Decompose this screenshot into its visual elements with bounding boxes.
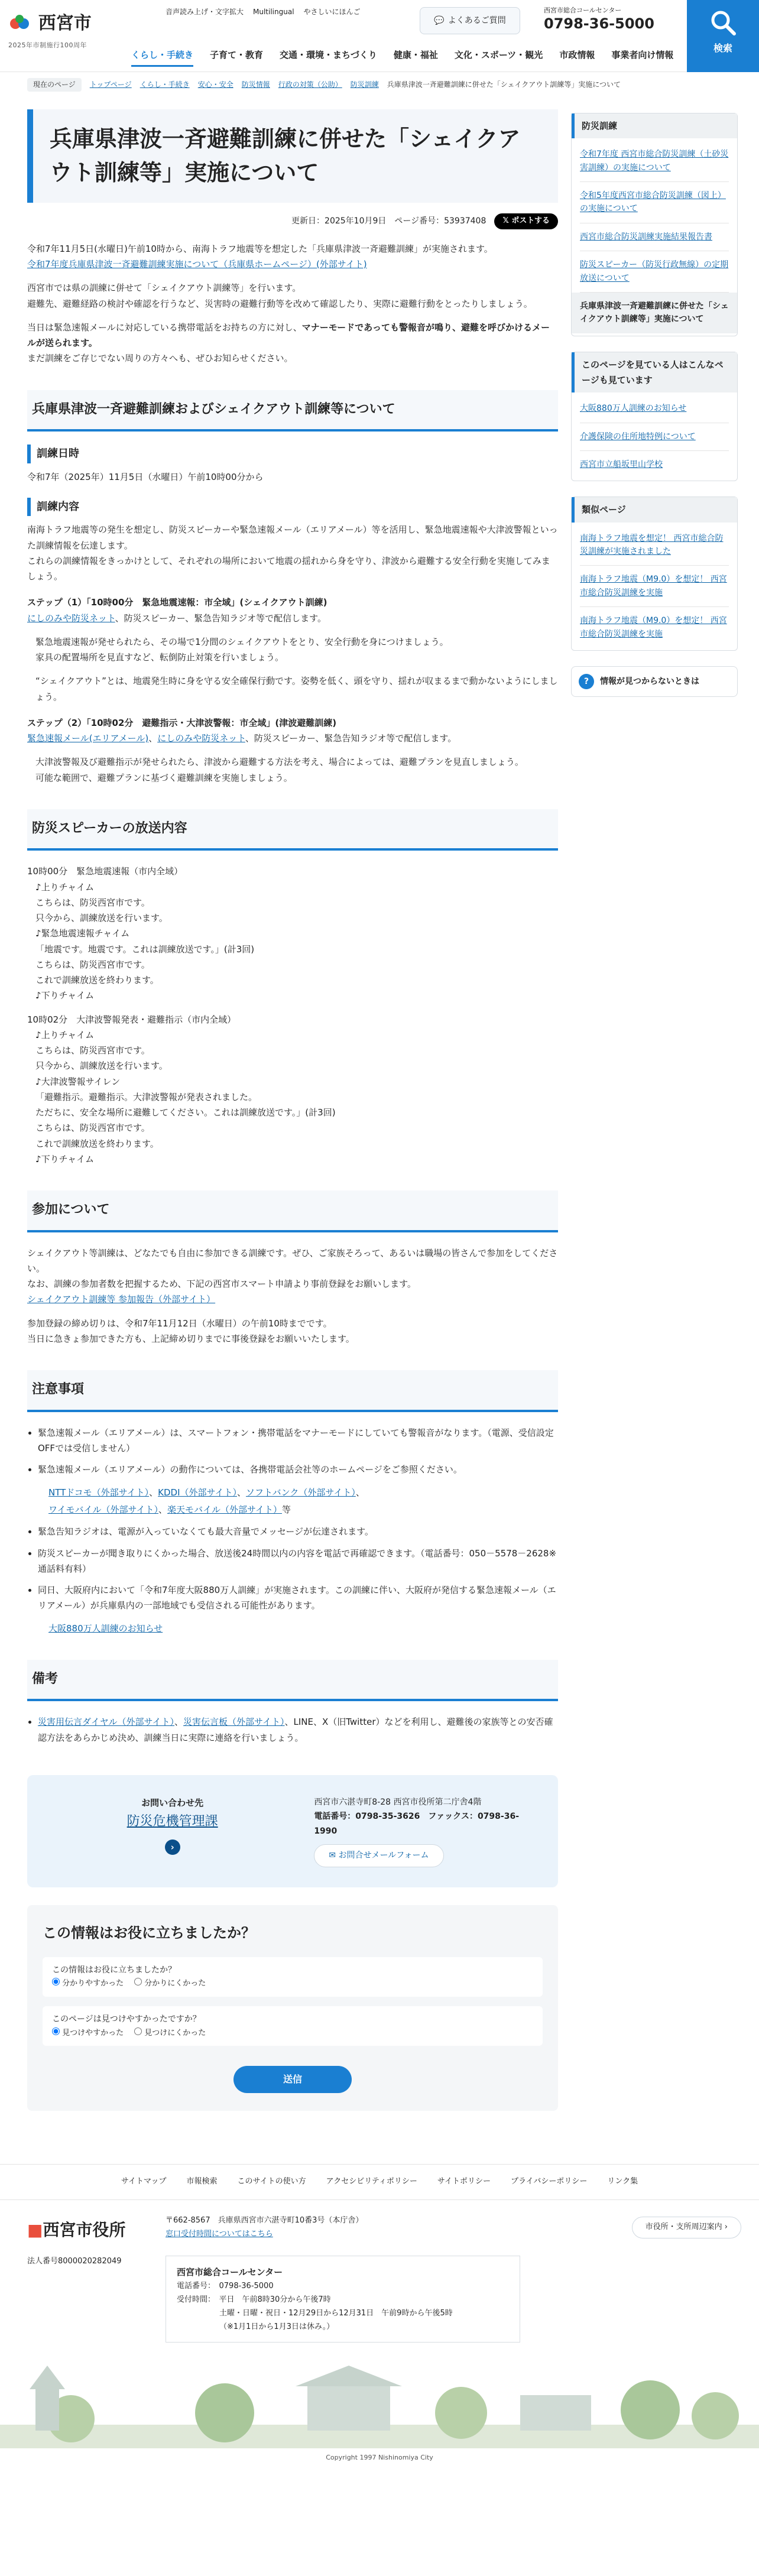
sidebar-heading: 防災訓練 bbox=[572, 113, 737, 138]
x-post-label: ポストする bbox=[511, 216, 550, 225]
broadcast-line: こちらは、防災西宮市です。 bbox=[35, 959, 150, 970]
note-text: 緊急速報メール（エリアメール）の動作については、各携帯電話会社等のホームページをご参照ください。 bbox=[38, 1464, 462, 1475]
carrier-link-kddi[interactable]: KDDI（外部サイト） bbox=[158, 1487, 237, 1498]
step-detail bbox=[27, 754, 558, 786]
radio-option[interactable] bbox=[52, 2027, 124, 2040]
title-box bbox=[27, 109, 558, 203]
footer-logo bbox=[27, 2215, 125, 2269]
footer-call-center bbox=[166, 2256, 520, 2343]
sidebar-link[interactable]: 防災スピーカー（防災行政無線）の定期放送について bbox=[580, 260, 729, 283]
utility-link-easy-japanese[interactable]: やさしいにほんご bbox=[303, 8, 361, 16]
broadcast-line: これで訓練放送を終わります。 bbox=[35, 975, 159, 985]
radio-option[interactable] bbox=[134, 1977, 206, 1991]
participation-text: 当日に急きょ参加できた方も、上記締め切りまでに事後登録をお願いいたします。 bbox=[27, 1333, 355, 1344]
contact-box bbox=[27, 1775, 558, 1887]
nav-item-culture[interactable]: 文化・スポーツ・観光 bbox=[454, 50, 543, 60]
sidebar-link[interactable]: 南海トラフ地震（M9.0）を想定！ 西宮市総合防災訓練を実施 bbox=[580, 575, 727, 598]
carrier-link-softbank[interactable]: ソフトバンク（外部サイト） bbox=[245, 1487, 356, 1498]
sidebar-item[interactable] bbox=[580, 223, 729, 251]
radio[interactable] bbox=[134, 2027, 142, 2035]
question-icon: ? bbox=[579, 674, 594, 689]
sidebar-item[interactable] bbox=[580, 451, 729, 478]
footer-link[interactable]: アクセシビリティポリシー bbox=[326, 2177, 417, 2186]
radio-option[interactable] bbox=[52, 1977, 124, 1991]
utility-link-voice[interactable]: 音声読み上げ・文字拡大 bbox=[166, 8, 244, 16]
intro-strong: マナーモードであっても警報音が鳴り、避難を呼びかけるメールが送られます。 bbox=[27, 322, 550, 348]
survey-question bbox=[43, 2006, 543, 2046]
step-heading: ステップ（1）「10時00分 緊急地震速報：市全域」(シェイクアウト訓練) bbox=[27, 597, 327, 608]
step-text: 緊急地震速報が発せられたら、その場で1分間のシェイクアウトをとり、安全行動を身につけましょう。 bbox=[35, 636, 449, 647]
subheading: 訓練内容 bbox=[27, 498, 558, 517]
contact-dept bbox=[54, 1795, 290, 1867]
page-number: ページ番号：53937408 bbox=[394, 216, 486, 226]
intro-paragraph bbox=[27, 320, 558, 366]
footer-link[interactable]: プライバシーポリシー bbox=[510, 2177, 588, 2186]
contact-label: お問い合わせ先 bbox=[141, 1797, 204, 1808]
list-item bbox=[38, 1582, 558, 1636]
participation-report-link[interactable]: シェイクアウト訓練等 参加報告（外部サイト） bbox=[27, 1294, 216, 1305]
submit-button[interactable]: 送信 bbox=[233, 2066, 352, 2093]
dengon-board-link[interactable]: 災害伝言板（外部サイト） bbox=[183, 1717, 285, 1728]
faq-button[interactable] bbox=[420, 7, 520, 34]
broadcast-title: 10時02分 大津波警報発表・避難指示（市内全域） bbox=[27, 1014, 236, 1025]
content-text: これらの訓練情報をきっかけとして、それぞれの場所において地震の揺れから身を守り、津波から避難する安全行動を実施してみましょう。 bbox=[27, 555, 550, 582]
page-title: 兵庫県津波一斉避難訓練に併せた「シェイクアウト訓練等」実施について bbox=[50, 126, 521, 186]
broadcast-line: 「地震です。地震です。これは訓練放送です。」(計3回) bbox=[35, 943, 255, 955]
faq-label: よくあるご質問 bbox=[447, 15, 506, 25]
utility-link-multilingual[interactable]: Multilingual bbox=[253, 8, 294, 16]
step-text: 家具の配置場所を見直すなど、転倒防止対策を行いましょう。 bbox=[35, 652, 284, 663]
sidebar-item[interactable] bbox=[580, 525, 729, 566]
list-item: • 緊急告知ラジオは、電源が入っていなくても最大音量でメッセージが伝達されます。 bbox=[38, 1524, 558, 1539]
broadcast-line: ただちに、安全な場所に避難してください。これは訓練放送です。」(計3回) bbox=[35, 1107, 336, 1118]
logo-mark-icon bbox=[8, 12, 32, 35]
city-sub: 2025年市制施行100周年 bbox=[8, 41, 87, 49]
intro-text: 令和7年11月5日(水曜日)午前10時から、南海トラフ地震等を想定した「兵庫県津波一斉避難訓練」が実施されます。 bbox=[27, 243, 493, 254]
sidebar-link[interactable]: 介護保険の住所地特例について bbox=[580, 432, 696, 442]
arrow-circle-icon: › bbox=[54, 1839, 290, 1855]
help-label: 情報が見つからないときは bbox=[600, 676, 699, 686]
remarks-list bbox=[27, 1714, 558, 1746]
section-heading: 兵庫県津波一斉避難訓練およびシェイクアウト訓練等について bbox=[27, 390, 558, 432]
intro-text: 西宮市では県の訓練に併せて「シェイクアウト訓練等」を行います。 bbox=[27, 283, 301, 294]
survey-question bbox=[43, 1957, 543, 1997]
broadcast-line: こちらは、防災西宮市です。 bbox=[35, 1122, 150, 1134]
branch-guide-button[interactable]: 市役所・支所周辺案内 › bbox=[632, 2217, 741, 2238]
bousai-net-link[interactable]: にしのみや防災ネット bbox=[27, 612, 115, 624]
breadcrumb bbox=[0, 72, 759, 98]
broadcast-line: ♪下りチャイム bbox=[35, 990, 95, 1001]
call-center-number[interactable]: 0798-36-5000 bbox=[544, 15, 654, 33]
broadcast-line: ♪大津波警報サイレン bbox=[35, 1076, 121, 1087]
sidebar-link[interactable]: 南海トラフ地震を想定！ 西宮市総合防災訓練が実施されました bbox=[580, 533, 724, 557]
radio[interactable] bbox=[134, 1978, 142, 1985]
sidebar-related-box bbox=[571, 352, 738, 482]
carrier-link-rakuten[interactable]: 楽天モバイル（外部サイト） bbox=[167, 1504, 282, 1515]
contact-dept-name[interactable]: 防災危機管理課 bbox=[126, 1814, 218, 1829]
participation-paragraph bbox=[27, 1245, 558, 1308]
step-text: 大津波警報及び避難指示が発せられたら、津波から避難する方法を考え、場合によっては、避難プランを見直しましょう。 bbox=[35, 757, 524, 768]
search-button[interactable] bbox=[687, 0, 759, 72]
nav-item-business[interactable]: 事業者向け情報 bbox=[611, 50, 674, 60]
shakeout-note: “シェイクアウト”とは、地震発生時に身を守る安全確保行動です。姿勢を低く、頭を守り、揺れが収まるまで動かないようにしましょう。 bbox=[35, 676, 558, 702]
sidebar-link[interactable]: 西宮市立船坂里山学校 bbox=[580, 460, 663, 470]
corporate-number: 法人番号8000020282049 bbox=[27, 2257, 122, 2266]
site-footer bbox=[0, 2164, 759, 2477]
mail-form-button[interactable] bbox=[314, 1844, 443, 1867]
sidebar-item[interactable] bbox=[580, 607, 729, 648]
broadcast-line: これで訓練放送を終わります。 bbox=[35, 1138, 159, 1149]
bousai-net-link[interactable]: にしのみや防災ネット bbox=[157, 733, 245, 744]
main-content bbox=[27, 100, 558, 2111]
breadcrumb-here-label: 現在のページ bbox=[27, 78, 82, 92]
utility-links bbox=[166, 6, 361, 18]
footer-link[interactable]: このサイトの使い方 bbox=[237, 2177, 306, 2186]
content-text: 南海トラフ地震等の発生を想定し、防災スピーカーや緊急速報メール（エリアメール）等を活用し、緊急地震速報や大津波警報といった訓練情報を伝達します。 bbox=[27, 524, 558, 551]
sidebar-link[interactable]: 令和7年度 西宮市総合防災訓練（土砂災害訓練）の実施について bbox=[580, 150, 729, 173]
step-text: 、防災スピーカー、緊急告知ラジオ等で配信します。 bbox=[115, 612, 326, 624]
contact-fax: ファックス：0798-36-1990 bbox=[314, 1812, 520, 1836]
sidebar-item[interactable] bbox=[580, 566, 729, 607]
step-text: 可能な範囲で、避難プランに基づく避難訓練を実施しましょう。 bbox=[35, 772, 293, 783]
radio-label: 分かりやすかった bbox=[62, 1979, 124, 1988]
call-center-hours: 土曜・日曜・祝日・12月29日から12月31日 午前9時から午後5時 bbox=[219, 2308, 453, 2318]
participation-text: なお、訓練の参加者数を把握するため、下記の西宮市スマート申請より事前登録をお願いします。 bbox=[27, 1279, 416, 1289]
note-text: 同日、大阪府内において「令和7年度大阪880万人訓練」が実施されます。この訓練に伴い、大阪府が発信する緊急速報メール（エリアメール）が兵庫県内の一部地域でも受信される可能性があります。 bbox=[38, 1585, 556, 1611]
footer-link[interactable]: サイトマップ bbox=[121, 2177, 167, 2186]
question-label: このページは見つけやすかったですか？ bbox=[52, 2014, 201, 2024]
radio-label: 分かりにくかった bbox=[144, 1979, 206, 1988]
updated-date: 更新日：2025年10月9日 bbox=[291, 216, 387, 226]
contact-tel: 電話番号：0798-35-3626 bbox=[314, 1812, 420, 1822]
nav-item-transport[interactable]: 交通・環境・まちづくり bbox=[280, 50, 377, 60]
sidebar-link[interactable]: 西宮市総合防災訓練実施結果報告書 bbox=[580, 232, 712, 242]
step-delivery bbox=[27, 611, 558, 626]
call-center bbox=[544, 5, 654, 32]
sidebar-item[interactable] bbox=[580, 182, 729, 223]
copyright: Copyright 1997 Nishinomiya City bbox=[326, 2454, 433, 2461]
participation-paragraph bbox=[27, 1316, 558, 1347]
sidebar-similar-box bbox=[571, 497, 738, 651]
footer-links bbox=[0, 2165, 759, 2200]
sidebar-item[interactable] bbox=[580, 395, 729, 423]
carrier-links: NTTドコモ（外部サイト）、KDDI（外部サイト）、ソフトバンク（外部サイト）、 ワイモバイル（外部サイト）、楽天モバイル（外部サイト）等 bbox=[48, 1487, 365, 1515]
call-center-tel: 電話番号： 0798-36-5000 bbox=[177, 2282, 274, 2291]
mail-icon: ✉ bbox=[329, 1851, 336, 1861]
sidebar-heading: このページを見ている人はこんなページも見ています bbox=[572, 352, 737, 393]
intro-text: 当日は緊急速報メールに対応している携帯電話をお持ちの方に対し、 bbox=[27, 322, 302, 333]
breadcrumb-link[interactable]: 安心・安全 bbox=[197, 80, 233, 89]
broadcast-line: 只今から、訓練放送を行います。 bbox=[35, 913, 168, 923]
broadcast-line: 「避難指示。避難指示。大津波警報が発表されました。 bbox=[35, 1091, 258, 1102]
date-text: 令和7年（2025年）11月5日（水曜日）午前10時00分から bbox=[27, 471, 264, 482]
breadcrumb-current: 兵庫県津波一斉避難訓練に併せた「シェイクアウト訓練等」実施について bbox=[387, 80, 621, 89]
broadcast-line: 只今から、訓練放送を行います。 bbox=[35, 1060, 168, 1072]
sidebar bbox=[571, 113, 738, 2111]
footer-address: 〒662-8567 兵庫県西宮市六湛寺町10番3号（本庁舎） bbox=[166, 2216, 364, 2225]
contact-address: 西宮市六湛寺町8-28 西宮市役所第二庁舎4階 bbox=[314, 1797, 482, 1807]
broadcast-line: ♪上りチャイム bbox=[35, 1029, 95, 1040]
help-button[interactable] bbox=[571, 666, 738, 697]
call-center-hours: （※1月1日から1月3日は休み。） bbox=[219, 2322, 335, 2331]
step-delivery: 緊急速報メール(エリアメール)、にしのみや防災ネット、防災スピーカー、緊急告知ラジオ等で配信します。 bbox=[27, 733, 457, 744]
carrier-end: 等 bbox=[281, 1504, 291, 1515]
sidebar-drill-box bbox=[571, 113, 738, 336]
sidebar-link[interactable]: 南海トラフ地震（M9.0）を想定！ 西宮市総合防災訓練を実施 bbox=[580, 616, 727, 639]
call-center-label: 西宮市総合コールセンター bbox=[544, 7, 622, 14]
list-item: • 防災スピーカーが聞き取りにくかった場合、放送後24時間以内の内容を電話で再確認できます。（電話番号：050－5578－2628※通話料有料） bbox=[38, 1546, 558, 1577]
call-center-title: 西宮市総合コールセンター bbox=[177, 2267, 283, 2277]
carrier-link-docomo[interactable]: NTTドコモ（外部サイト） bbox=[48, 1487, 150, 1498]
content-paragraph bbox=[27, 522, 558, 584]
sidebar-heading: 類似ページ bbox=[572, 497, 737, 522]
footer-link[interactable]: サイトポリシー bbox=[437, 2177, 491, 2186]
list-item bbox=[38, 1462, 558, 1518]
broadcast-title: 10時00分 緊急地震速報（市内全域） bbox=[27, 866, 183, 877]
section-heading: 注意事項 bbox=[27, 1370, 558, 1412]
x-post-button[interactable]: 𝕏 ポストする bbox=[494, 213, 558, 229]
survey-box bbox=[27, 1905, 558, 2111]
broadcast-block bbox=[27, 1012, 558, 1167]
sidebar-link[interactable]: 令和5年度西宮市総合防災訓練（図上）の実施について bbox=[580, 191, 726, 214]
footer-link[interactable]: リンク集 bbox=[607, 2177, 638, 2186]
list-item: • 災害用伝言ダイヤル（外部サイト）、災害伝言板（外部サイト）、LINE、X（旧Twitter）などを利用し、避難後の家族等との安否確認方法をあらかじめ決め、訓練当日に実際に連絡を行いましょう。 bbox=[38, 1714, 558, 1746]
nav-item-childcare[interactable]: 子育て・教育 bbox=[210, 50, 264, 60]
sidebar-item[interactable] bbox=[580, 423, 729, 451]
broadcast-line: ♪緊急地震速報チャイム bbox=[35, 928, 130, 939]
participation-text: シェイクアウト等訓練は、どなたでも自由に参加できる訓練です。ぜひ、ご家族そろって、あるいは職場の皆さんで参加をしてください。 bbox=[27, 1247, 558, 1274]
broadcast-line: ♪上りチャイム bbox=[35, 881, 95, 893]
sidebar-item-current: 兵庫県津波一斉避難訓練に併せた「シェイクアウト訓練等」実施について bbox=[572, 293, 737, 333]
hours-link[interactable]: 窓口受付時間についてはこちら bbox=[166, 2229, 273, 2238]
subheading: 訓練日時 bbox=[27, 445, 558, 463]
broadcast-line: ♪下りチャイム bbox=[35, 1153, 95, 1164]
osaka-drill-link[interactable]: 大阪880万人訓練のお知らせ bbox=[48, 1623, 163, 1634]
question-label: この情報はお役に立ちましたか？ bbox=[52, 1965, 176, 1975]
notes-list bbox=[27, 1425, 558, 1636]
sidebar-link[interactable]: 大阪880万人訓練のお知らせ bbox=[580, 404, 687, 414]
remarks-text: 、LINE、X（旧Twitter）などを利用し、避難後の家族等との安否確認方法をあらかじめ決め、訓練当日に実際に連絡を行いましょう。 bbox=[38, 1717, 553, 1743]
area-mail-link[interactable]: 緊急速報メール(エリアメール) bbox=[27, 733, 149, 744]
cityscape-illustration bbox=[0, 2354, 759, 2448]
step-detail bbox=[27, 634, 558, 666]
nav-item-cityinfo[interactable]: 市政情報 bbox=[559, 50, 595, 60]
branch-label: 市役所・支所周辺案内 bbox=[645, 2223, 722, 2231]
site-header bbox=[0, 0, 759, 72]
section-heading: 防災スピーカーの放送内容 bbox=[27, 809, 558, 851]
mail-form-label: お問合せメールフォーム bbox=[338, 1851, 429, 1861]
footer-link[interactable]: 市報検索 bbox=[186, 2177, 218, 2186]
breadcrumb-link[interactable]: 防災訓練 bbox=[350, 80, 379, 89]
dengon-dial-link[interactable]: 災害用伝言ダイヤル（外部サイト） bbox=[38, 1717, 175, 1728]
broadcast-block bbox=[27, 864, 558, 1003]
section-heading: 備考 bbox=[27, 1660, 558, 1702]
footer-address-block bbox=[166, 2214, 363, 2241]
breadcrumb-link[interactable]: 行政の対策（公助） bbox=[278, 80, 342, 89]
sidebar-item[interactable] bbox=[580, 251, 729, 293]
participation-text: 参加登録の締め切りは、令和7年11月12日（水曜日）の午前10時までです。 bbox=[27, 1318, 332, 1329]
footer-city-name: 西宮市役所 bbox=[43, 2220, 126, 2240]
chat-icon: 💬 bbox=[434, 15, 445, 25]
search-icon bbox=[709, 8, 737, 37]
nav-item-living[interactable]: くらし・手続き bbox=[131, 47, 193, 67]
search-label: 検索 bbox=[713, 43, 732, 54]
radio[interactable] bbox=[52, 2027, 60, 2035]
hyogo-link[interactable]: 令和7年度兵庫県津波一斉避難訓練実施について（兵庫県ホームページ）(外部サイト) bbox=[27, 259, 367, 270]
radio[interactable] bbox=[52, 1978, 60, 1985]
radio-label: 見つけにくかった bbox=[144, 2028, 206, 2038]
step-heading: ステップ（2）「10時02分 避難指示・大津波警報：市全域」(津波避難訓練) bbox=[27, 717, 337, 728]
radio-option[interactable] bbox=[134, 2027, 206, 2040]
breadcrumb-link[interactable]: 防災情報 bbox=[241, 80, 270, 89]
breadcrumb-link[interactable]: トップページ bbox=[89, 80, 132, 89]
nav-item-health[interactable]: 健康・福祉 bbox=[393, 50, 438, 60]
broadcast-line: こちらは、防災西宮市です。 bbox=[35, 1045, 150, 1056]
city-logo[interactable] bbox=[8, 8, 92, 51]
sidebar-item[interactable] bbox=[580, 141, 729, 182]
carrier-link-ymobile[interactable]: ワイモバイル（外部サイト） bbox=[48, 1504, 159, 1515]
city-name: 西宮市 bbox=[38, 13, 92, 34]
intro-paragraph bbox=[27, 280, 558, 312]
footer-info bbox=[0, 2200, 759, 2448]
call-center-hours: 受付時間： 平日 午前8時30分から午後7時 bbox=[177, 2295, 331, 2304]
page-meta bbox=[27, 213, 558, 229]
radio-label: 見つけやすかった bbox=[62, 2028, 124, 2038]
contact-details bbox=[314, 1795, 531, 1867]
intro-text: まだ訓練をご存じでない周りの方々へも、ぜひお知らせください。 bbox=[27, 353, 293, 364]
intro-text: 避難先、避難経路の検討や確認を行うなど、災害時の避難行動等を改めて確認したり、実際に避難行動をとったりしましょう。 bbox=[27, 298, 533, 309]
footer-logo-icon: ■ bbox=[27, 2220, 43, 2240]
survey-title: この情報はお役に立ちましたか？ bbox=[43, 1924, 255, 1941]
global-nav bbox=[131, 47, 673, 67]
list-item: • 緊急速報メール（エリアメール）は、スマートフォン・携帯電話をマナーモードにしていても警報音がなります。（電源、受信設定OFFでは受信しません） bbox=[38, 1425, 558, 1456]
broadcast-line: こちらは、防災西宮市です。 bbox=[35, 897, 150, 908]
step-text: 、防災スピーカー、緊急告知ラジオ等で配信します。 bbox=[245, 733, 457, 744]
section-heading: 参加について bbox=[27, 1190, 558, 1232]
breadcrumb-link[interactable]: くらし・手続き bbox=[140, 80, 190, 89]
intro-paragraph bbox=[27, 241, 558, 272]
